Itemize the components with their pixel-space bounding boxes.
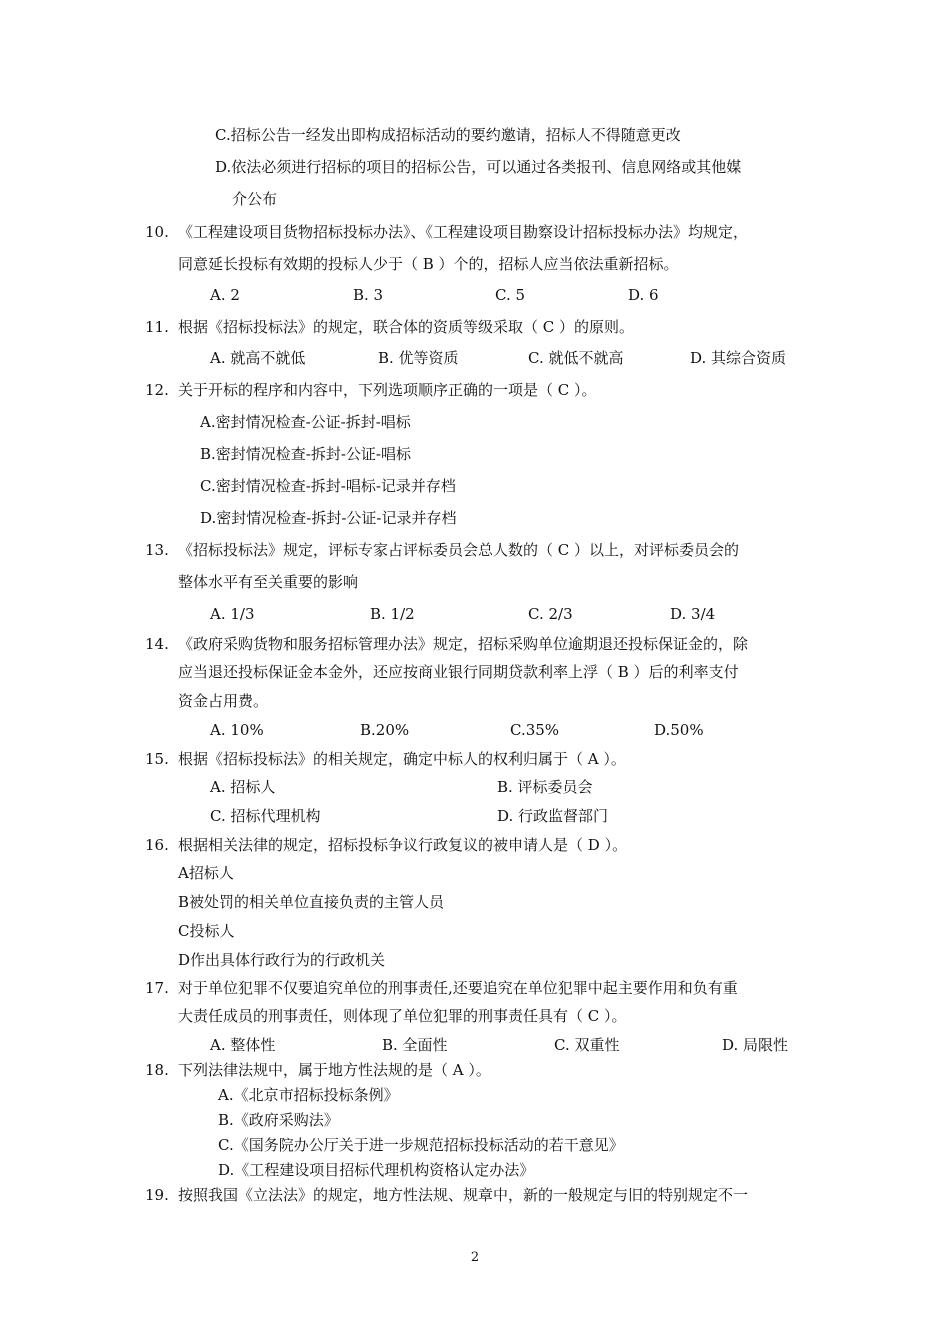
question-14-cont-1: 应当退还投标保证金本金外，还应按商业银行同期贷款利率上浮（ B ）后的利率支付 — [178, 663, 739, 681]
question-number: 14. — [145, 635, 169, 653]
question-18 — [145, 1060, 491, 1080]
option-c: C. 招标代理机构 — [210, 807, 321, 825]
question-16-option-a: A招标人 — [178, 864, 234, 882]
question-16 — [145, 835, 628, 855]
option-b: B. 1/2 — [370, 605, 415, 623]
question-number: 15. — [145, 750, 169, 768]
question-number: 17. — [145, 979, 169, 997]
question-text: 根据《招标投标法》的规定，联合体的资质等级采取（ C ）的原则。 — [178, 318, 635, 336]
question-10 — [145, 222, 749, 242]
question-14-cont-2: 资金占用费。 — [178, 692, 269, 710]
option-c: C.35% — [510, 721, 560, 739]
question-12-option-c: C.密封情况检查-拆封-唱标-记录并存档 — [200, 477, 456, 495]
question-number: 16. — [145, 836, 169, 854]
question-number: 13. — [145, 541, 169, 559]
option-d: D.50% — [654, 721, 704, 739]
question-text: 《工程建设项目货物招标投标办法》、《工程建设项目勘察设计招标投标办法》均规定， — [178, 223, 749, 241]
q9-option-c: C.招标公告一经发出即构成招标活动的要约邀请，招标人不得随意更改 — [215, 126, 681, 144]
option-b: B.20% — [360, 721, 410, 739]
option-c: C. 双重性 — [554, 1036, 620, 1054]
option-b: B. 全面性 — [382, 1036, 448, 1054]
question-text: 下列法律法规中，属于地方性法规的是（ A ）。 — [178, 1061, 491, 1079]
option-d: D. 行政监督部门 — [497, 807, 609, 825]
question-14 — [145, 634, 749, 654]
question-number: 12. — [145, 381, 169, 399]
question-text: 根据《招标投标法》的相关规定，确定中标人的权利归属于（ A ）。 — [178, 750, 626, 768]
question-10-cont: 同意延长投标有效期的投标人少于（ B ）个的，招标人应当依法重新招标。 — [178, 255, 679, 273]
question-13-cont: 整体水平有至关重要的影响 — [178, 573, 359, 591]
q9-option-d: D.依法必须进行招标的项目的招标公告，可以通过各类报刊、信息网络或其他媒 — [215, 158, 742, 176]
question-17 — [145, 978, 738, 998]
page-number: 2 — [470, 1250, 480, 1265]
question-18-option-b: B.《政府采购法》 — [218, 1111, 339, 1129]
question-17-cont: 大责任成员的刑事责任，则体现了单位犯罪的刑事责任具有（ C ）。 — [178, 1007, 627, 1025]
question-number: 19. — [145, 1186, 169, 1204]
option-d: D. 其综合资质 — [690, 349, 787, 367]
option-c: C. 5 — [495, 286, 526, 304]
option-c: C. 就低不就高 — [528, 349, 624, 367]
option-b: B. 3 — [353, 286, 384, 304]
question-12-option-b: B.密封情况检查-拆封-公证-唱标 — [200, 445, 411, 463]
option-a: A. 10% — [210, 721, 264, 739]
option-d: D. 3/4 — [670, 605, 716, 623]
option-a: A. 整体性 — [210, 1036, 276, 1054]
question-text: 《招标投标法》规定，评标专家占评标委员会总人数的（ C ）以上，对评标委员会的 — [178, 541, 740, 559]
q9-option-d-cont: 介公布 — [232, 190, 278, 208]
question-18-option-c: C.《国务院办公厅关于进一步规范招标投标活动的若干意见》 — [218, 1136, 624, 1154]
question-18-option-a: A.《北京市招标投标条例》 — [218, 1086, 399, 1104]
question-16-option-b: B被处罚的相关单位直接负责的主管人员 — [178, 893, 445, 911]
question-16-option-c: C投标人 — [178, 922, 235, 940]
option-d: D. 6 — [628, 286, 659, 304]
question-18-option-d: D.《工程建设项目招标代理机构资格认定办法》 — [218, 1161, 535, 1179]
question-text: 根据相关法律的规定，招标投标争议行政复议的被申请人是（ D ）。 — [178, 836, 628, 854]
option-b: B. 优等资质 — [378, 349, 459, 367]
option-a: A. 1/3 — [210, 605, 255, 623]
question-text: 对于单位犯罪不仅要追究单位的刑事责任,还要追究在单位犯罪中起主要作用和负有重 — [178, 979, 738, 997]
question-12-option-d: D.密封情况检查-拆封-公证-记录并存档 — [200, 509, 457, 527]
option-a: A. 招标人 — [210, 778, 276, 796]
option-a: A. 2 — [210, 286, 240, 304]
question-text: 按照我国《立法法》的规定，地方性法规、规章中，新的一般规定与旧的特别规定不一 — [178, 1186, 749, 1204]
question-number: 18. — [145, 1061, 169, 1079]
question-text: 关于开标的程序和内容中，下列选项顺序正确的一项是（ C ）。 — [178, 381, 597, 399]
option-d: D. 局限性 — [722, 1036, 789, 1054]
question-15 — [145, 749, 626, 769]
question-number: 10. — [145, 223, 169, 241]
question-12 — [145, 380, 597, 400]
question-number: 11. — [145, 318, 169, 336]
question-12-option-a: A.密封情况检查-公证-拆封-唱标 — [200, 413, 411, 431]
question-19 — [145, 1185, 749, 1205]
question-16-option-d: D作出具体行政行为的行政机关 — [178, 951, 386, 969]
question-11 — [145, 317, 635, 337]
question-text: 《政府采购货物和服务招标管理办法》规定，招标采购单位逾期退还投标保证金的，除 — [178, 635, 749, 653]
option-a: A. 就高不就低 — [210, 349, 306, 367]
question-13 — [145, 540, 740, 560]
option-c: C. 2/3 — [528, 605, 573, 623]
option-b: B. 评标委员会 — [497, 778, 593, 796]
